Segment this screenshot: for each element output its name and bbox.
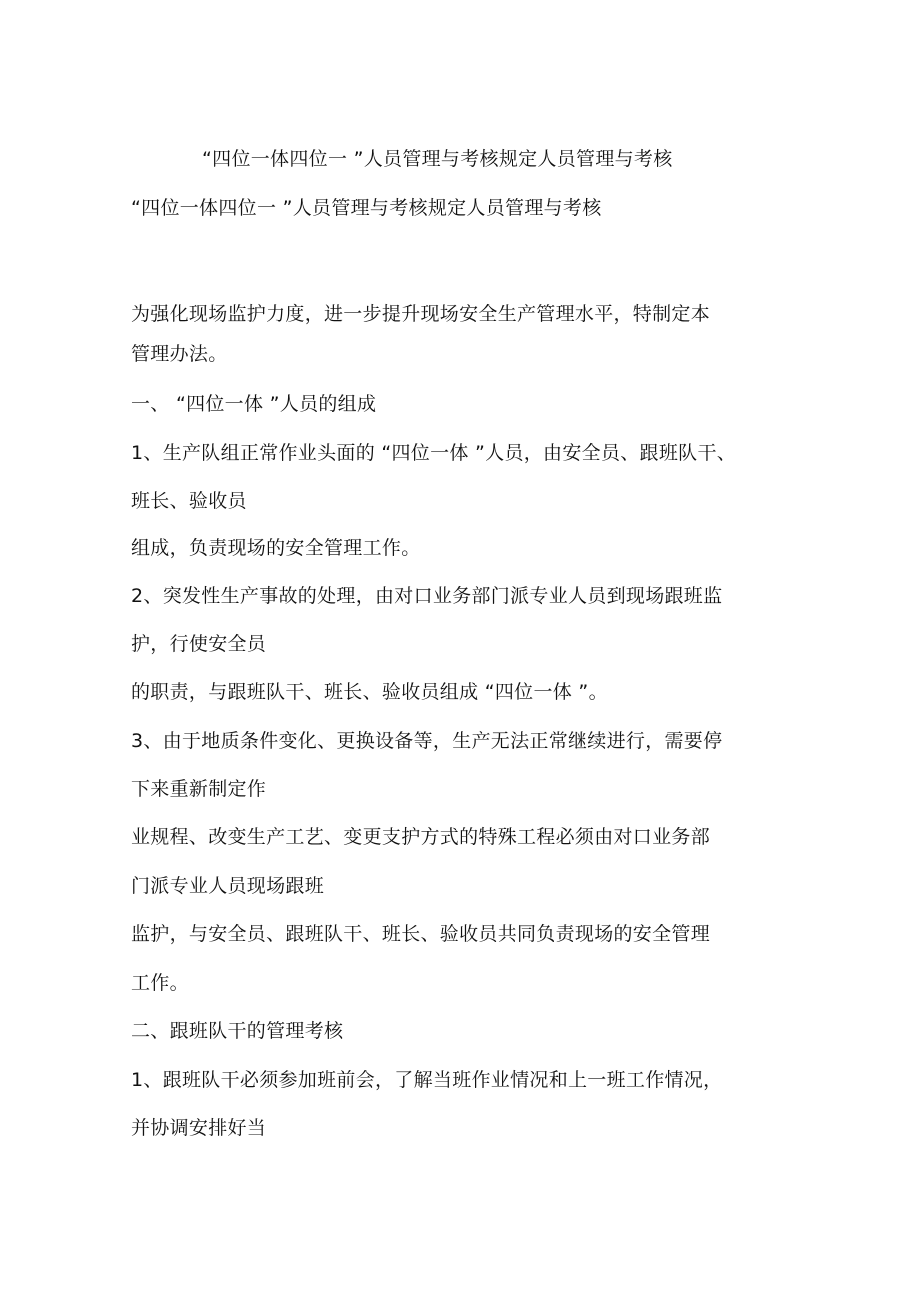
item-1-3-cont-1: 下来重新制定作 — [131, 778, 267, 800]
body-line-intro: 为强化现场监护力度，进一步提升现场安全生产管理水平，特制定本 — [131, 303, 711, 325]
item-1-1-cont-1: 班长、验收员 — [131, 490, 247, 512]
item-1-3-cont-2: 业规程、改变生产工艺、变更支护方式的特殊工程必须由对口业务部 — [131, 826, 711, 848]
item-1-3-cont-5: 工作。 — [131, 972, 189, 994]
item-1-2-cont-2: 的职责，与跟班队干、班长、验收员组成 “四位一体 ”。 — [131, 681, 608, 703]
item-1-3-cont-3: 门派专业人员现场跟班 — [131, 875, 325, 897]
section-heading-2: 二、跟班队干的管理考核 — [131, 1020, 344, 1042]
item-1-2: 2、突发性生产事故的处理，由对口业务部门派专业人员到现场跟班监 — [131, 585, 723, 607]
document-title-line-2: “四位一体四位一 ”人员管理与考核规定人员管理与考核 — [131, 197, 602, 219]
document-title-line-1: “四位一体四位一 ”人员管理与考核规定人员管理与考核 — [202, 148, 673, 170]
item-1-2-cont-1: 护，行使安全员 — [131, 633, 267, 655]
item-1-1-cont-2: 组成，负责现场的安全管理工作。 — [131, 537, 421, 559]
body-line-intro-cont: 管理办法。 — [131, 343, 228, 365]
item-2-1: 1、跟班队干必须参加班前会，了解当班作业情况和上一班工作情况， — [131, 1069, 723, 1091]
item-2-1-cont-1: 并协调安排好当 — [131, 1117, 267, 1139]
item-1-1: 1、生产队组正常作业头面的 “四位一体 ”人员，由安全员、跟班队干、 — [131, 442, 737, 464]
section-heading-1: 一、 “四位一体 ”人员的组成 — [131, 393, 377, 415]
item-1-3: 3、由于地质条件变化、更换设备等，生产无法正常继续进行，需要停 — [131, 730, 723, 752]
item-1-3-cont-4: 监护，与安全员、跟班队干、班长、验收员共同负责现场的安全管理 — [131, 923, 711, 945]
